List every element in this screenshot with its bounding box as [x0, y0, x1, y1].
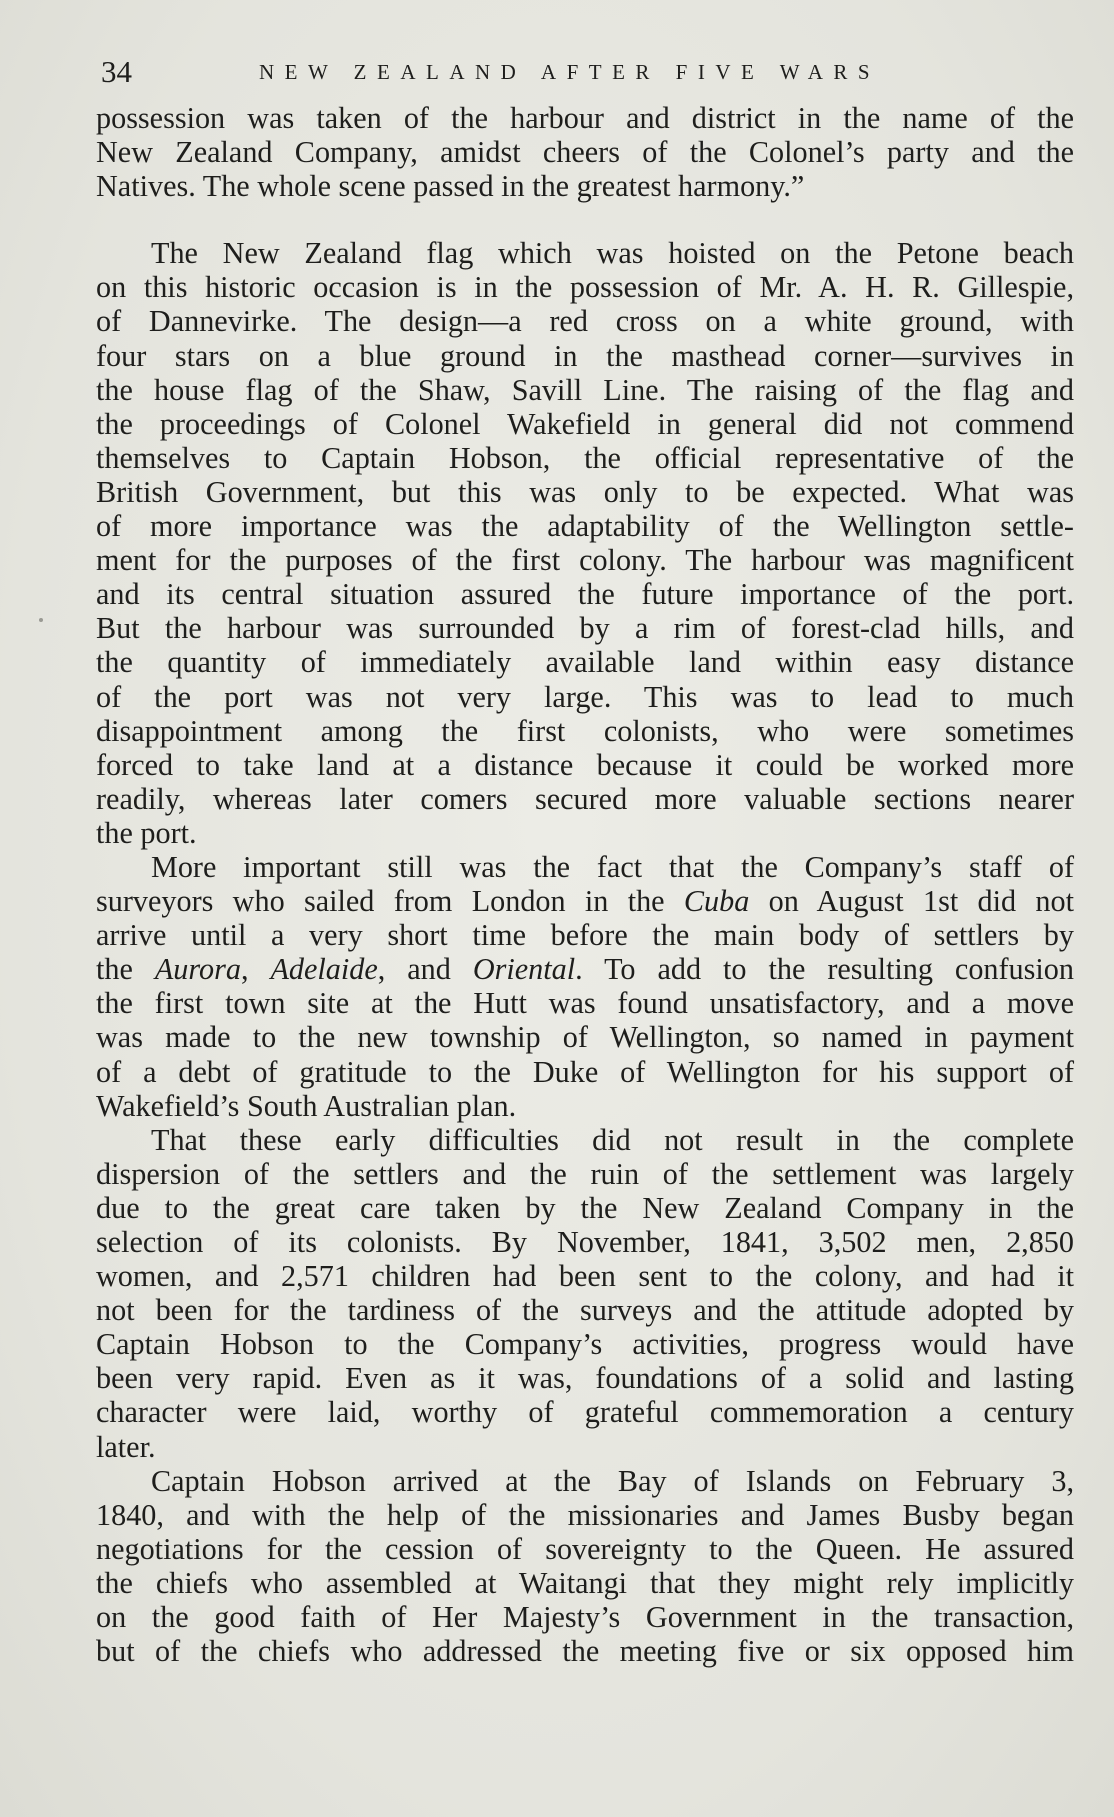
text-line: not been for the tardiness of the surveys and the attitude adopted by — [96, 1293, 1074, 1328]
text-line: of Dannevirke. The design—a red cross on a white ground, with — [96, 304, 1074, 339]
text-line: dispersion of the settlers and the ruin of the settlement was largely — [96, 1156, 1074, 1191]
ship-name-adelaide: Adelaide — [270, 952, 378, 987]
text-line: But the harbour was surrounded by a rim of forest-clad hills, and — [96, 611, 1074, 646]
text-line: the house flag of the Shaw, Savill Line. The raising of the flag and — [96, 372, 1074, 407]
text-segment: . To add to the resulting confusion — [575, 952, 1074, 987]
text-segment: , — [240, 952, 271, 987]
text-line: More important still was the fact that the Company’s staff of — [151, 849, 1074, 884]
body-text — [96, 101, 1074, 1668]
text-line: character were laid, worthy of grateful commemoration a century — [96, 1395, 1074, 1430]
paragraph-2 — [96, 236, 1074, 850]
text-line: been very rapid. Even as it was, foundations of a solid and lasting — [96, 1361, 1074, 1396]
paragraph-1 — [96, 101, 1074, 203]
text-line: the first town site at the Hutt was found unsatisfactory, and a move — [96, 986, 1074, 1021]
page-header — [101, 52, 1071, 92]
text-line: the quantity of immediately available land within easy distance — [96, 645, 1074, 680]
paragraph-4 — [96, 1123, 1074, 1464]
text-line — [96, 884, 1074, 918]
text-line: negotiations for the cession of sovereignty to the Queen. He assured — [96, 1531, 1074, 1566]
text-segment: the — [96, 952, 155, 987]
text-line: ment for the purposes of the first colony. The harbour was magnificent — [96, 543, 1074, 578]
text-line: selection of its colonists. By November, 1841, 3,502 men, 2,850 — [96, 1225, 1074, 1259]
text-line: British Government, but this was only to be expected. What was — [96, 474, 1074, 509]
text-line: The New Zealand flag which was hoisted on the Petone beach — [151, 236, 1074, 271]
text-line: readily, whereas later comers secured more valuable sections nearer — [96, 781, 1074, 816]
text-line: That these early difficulties did not result in the complete — [151, 1122, 1074, 1157]
text-line: of the port was not very large. This was to lead to much — [96, 679, 1074, 714]
text-line: Captain Hobson arrived at the Bay of Islands on February 3, — [151, 1463, 1074, 1498]
text-line: possession was taken of the harbour and district in the name of the — [96, 101, 1074, 135]
text-line: four stars on a blue ground in the masthead corner—survives in — [96, 338, 1074, 373]
text-line: Captain Hobson to the Company’s activities, progress would have — [96, 1327, 1074, 1362]
text-line: was made to the new township of Wellington, so named in payment — [96, 1020, 1074, 1055]
page-number: 34 — [101, 54, 132, 89]
ship-name-oriental: Oriental — [472, 952, 576, 987]
paragraph-gap — [96, 203, 1074, 236]
text-segment: on August 1st did not — [749, 884, 1074, 919]
text-line: Wakefield’s South Australian plan. — [96, 1088, 517, 1123]
text-line: women, and 2,571 children had been sent to the colony, and had it — [96, 1259, 1074, 1294]
text-line: on the good faith of Her Majesty’s Government in the transaction, — [96, 1600, 1074, 1635]
text-segment: , and — [377, 952, 473, 987]
text-line: themselves to Captain Hobson, the official representative of the — [96, 440, 1074, 475]
text-line: New Zealand Company, amidst cheers of the Colonel’s party and the — [96, 135, 1074, 170]
text-line: due to the great care taken by the New Zealand Company in the — [96, 1190, 1074, 1225]
text-line: the chiefs who assembled at Waitangi that they might rely implicitly — [96, 1565, 1074, 1600]
text-line: disappointment among the first colonists, who were sometimes — [96, 713, 1074, 748]
text-line: arrive until a very short time before the main body of settlers by — [96, 918, 1074, 953]
text-line: 1840, and with the help of the missionaries and James Busby began — [96, 1497, 1074, 1532]
text-line — [96, 952, 1074, 986]
paper-speck — [39, 618, 43, 622]
ship-name-cuba: Cuba — [683, 884, 750, 919]
paragraph-5 — [96, 1464, 1074, 1669]
paragraph-3 — [96, 850, 1074, 1123]
text-line: the proceedings of Colonel Wakefield in general did not commend — [96, 406, 1074, 441]
text-line: and its central situation assured the future importance of the port. — [96, 577, 1074, 612]
ship-name-aurora: Aurora — [154, 952, 241, 987]
text-line: forced to take land at a distance because it could be worked more — [96, 747, 1074, 782]
text-segment: surveyors who sailed from London in the — [96, 884, 684, 919]
running-head: NEW ZEALAND AFTER FIVE WARS — [259, 60, 881, 84]
text-line: on this historic occasion is in the possession of Mr. A. H. R. Gillespie, — [96, 270, 1074, 305]
text-line: but of the chiefs who addressed the meeting five or six opposed him — [96, 1634, 1074, 1669]
text-line: of more importance was the adaptability of the Wellington settle- — [96, 509, 1074, 544]
text-line: of a debt of gratitude to the Duke of Wellington for his support of — [96, 1054, 1074, 1089]
text-line: the port. — [96, 815, 197, 850]
text-line: later. — [96, 1429, 156, 1464]
text-line: Natives. The whole scene passed in the greatest harmony.” — [96, 169, 805, 204]
